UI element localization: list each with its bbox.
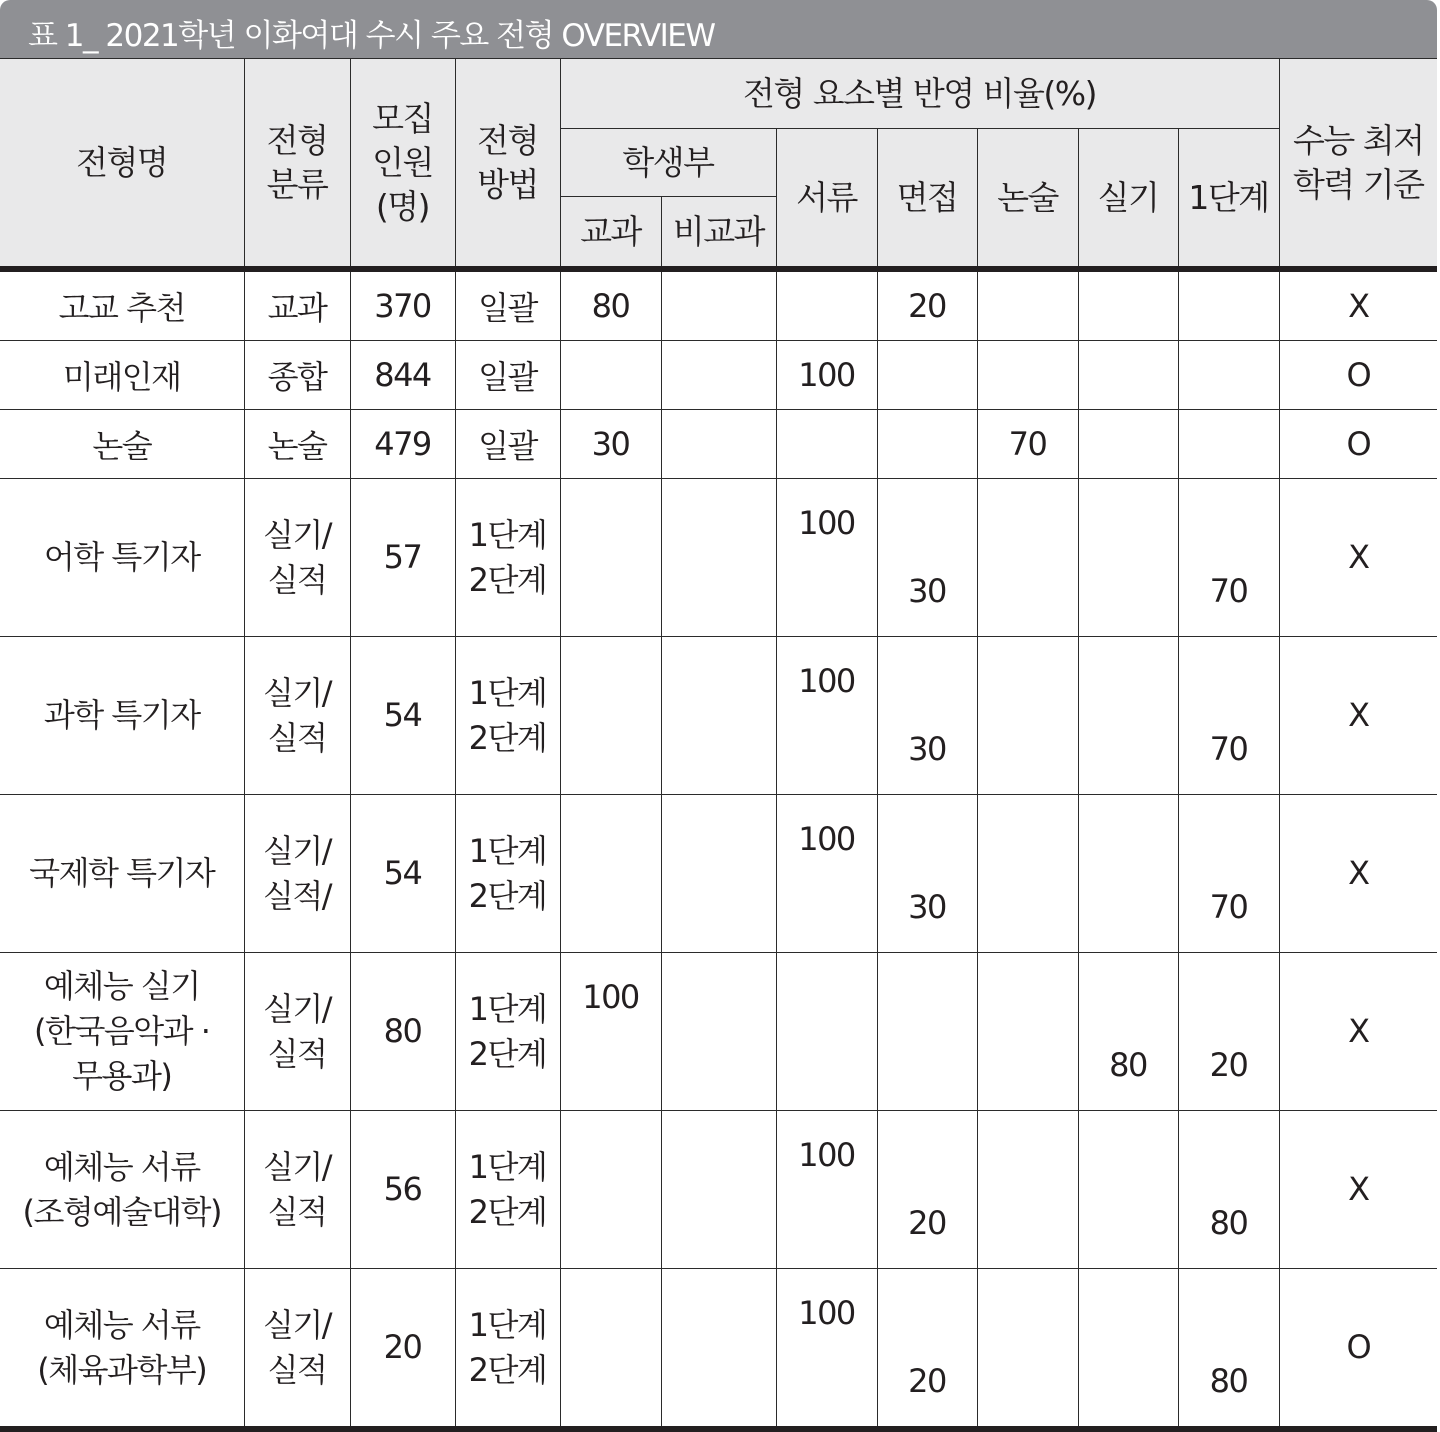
cell-essay — [977, 479, 1078, 637]
cell-quota: 479 — [350, 410, 455, 479]
cell-practical — [1078, 637, 1178, 795]
cell-suneung: X — [1279, 953, 1437, 1111]
header-quota-line: (명) — [375, 186, 430, 226]
cell-name — [0, 953, 244, 1111]
cell-practical — [1078, 1269, 1178, 1430]
cell-subject — [560, 1269, 661, 1430]
header-stage1: 1단계 — [1178, 129, 1279, 270]
cell-name-line: (조형예술대학) — [22, 1192, 221, 1231]
cell-nonsubject — [661, 269, 776, 341]
cell-name-line: (한국음악과 · — [34, 1012, 210, 1050]
cell-method-line: 2단계 — [468, 560, 547, 599]
cell-subject: 80 — [560, 269, 661, 341]
cell-documents: 100 — [776, 1269, 877, 1430]
cell-category — [244, 637, 350, 795]
cell-quota: 54 — [350, 637, 455, 795]
cell-method: 일괄 — [455, 341, 560, 410]
cell-essay — [977, 1111, 1078, 1269]
cell-nonsubject — [661, 637, 776, 795]
cell-method-line: 2단계 — [468, 1192, 547, 1231]
cell-method-line: 1단계 — [468, 673, 547, 712]
cell-suneung: O — [1279, 341, 1437, 410]
header-category — [244, 59, 350, 270]
cell-quota: 20 — [350, 1269, 455, 1430]
cell-method-line: 2단계 — [468, 876, 547, 915]
cell-name-line: 예체능 서류 — [43, 1305, 200, 1344]
header-method-line: 전형 — [477, 120, 538, 160]
cell-category — [244, 1269, 350, 1430]
cell-interview: 30 — [877, 795, 977, 953]
cell-category-line: 실적 — [267, 1192, 327, 1231]
table-row — [0, 341, 1437, 410]
cell-subject — [560, 1111, 661, 1269]
cell-documents — [776, 953, 877, 1111]
cell-subject: 100 — [560, 953, 661, 1111]
table-row — [0, 795, 1437, 953]
cell-essay — [977, 795, 1078, 953]
cell-suneung: O — [1279, 1269, 1437, 1430]
header-suneung-line: 학력 기준 — [1293, 164, 1424, 204]
cell-name-line: 예체능 실기 — [43, 967, 200, 1005]
cell-essay — [977, 637, 1078, 795]
header-quota — [350, 59, 455, 270]
table-row — [0, 410, 1437, 479]
header-suneung-line: 수능 최저 — [1293, 120, 1424, 160]
table-row — [0, 953, 1437, 1111]
header-interview: 면접 — [877, 129, 977, 270]
cell-documents — [776, 410, 877, 479]
cell-nonsubject — [661, 410, 776, 479]
cell-documents: 100 — [776, 1111, 877, 1269]
header-documents: 서류 — [776, 129, 877, 270]
cell-method-line: 1단계 — [468, 989, 547, 1028]
cell-practical: 80 — [1078, 953, 1178, 1111]
cell-quota: 370 — [350, 269, 455, 341]
cell-essay — [977, 341, 1078, 410]
header-ratio-group: 전형 요소별 반영 비율(%) — [560, 59, 1279, 129]
cell-quota: 57 — [350, 479, 455, 637]
table-header — [0, 59, 1437, 270]
cell-suneung: X — [1279, 1111, 1437, 1269]
cell-practical — [1078, 410, 1178, 479]
cell-name — [0, 1269, 244, 1430]
cell-method — [455, 637, 560, 795]
cell-category-line: 실기/ — [262, 515, 332, 554]
cell-name: 논술 — [0, 410, 244, 479]
table-title: 표 1_ 2021학년 이화여대 수시 주요 전형 OVERVIEW — [28, 18, 715, 54]
cell-interview: 30 — [877, 479, 977, 637]
cell-category — [244, 479, 350, 637]
header-practical: 실기 — [1078, 129, 1178, 270]
cell-method-line: 1단계 — [468, 1305, 547, 1344]
cell-nonsubject — [661, 479, 776, 637]
cell-category-line: 실적 — [267, 718, 327, 757]
header-record-nonsubject: 비교과 — [661, 197, 776, 270]
cell-practical — [1078, 479, 1178, 637]
cell-category-line: 실기/ — [262, 1147, 332, 1186]
cell-category-line: 실기/ — [262, 1305, 332, 1344]
cell-method-line: 2단계 — [468, 1350, 547, 1389]
cell-quota: 54 — [350, 795, 455, 953]
cell-interview — [877, 410, 977, 479]
cell-method: 일괄 — [455, 410, 560, 479]
cell-documents: 100 — [776, 341, 877, 410]
cell-name-line: 예체능 서류 — [43, 1147, 200, 1186]
header-quota-line: 인원 — [372, 142, 433, 182]
cell-name-line: (체육과학부) — [37, 1350, 207, 1389]
cell-essay — [977, 1269, 1078, 1430]
cell-interview: 30 — [877, 637, 977, 795]
cell-interview: 20 — [877, 1111, 977, 1269]
cell-documents: 100 — [776, 795, 877, 953]
cell-nonsubject — [661, 1269, 776, 1430]
cell-method — [455, 953, 560, 1111]
cell-practical — [1078, 341, 1178, 410]
cell-quota: 80 — [350, 953, 455, 1111]
cell-documents: 100 — [776, 479, 877, 637]
table-row — [0, 1269, 1437, 1430]
cell-category-line: 실적 — [267, 1350, 327, 1389]
cell-suneung: X — [1279, 479, 1437, 637]
cell-nonsubject — [661, 341, 776, 410]
table-title-bar — [0, 0, 1437, 58]
cell-name: 고교 추천 — [0, 269, 244, 341]
cell-method-line: 1단계 — [468, 515, 547, 554]
header-record-group: 학생부 — [560, 129, 776, 197]
cell-stage1: 70 — [1178, 637, 1279, 795]
table-body — [0, 269, 1437, 1429]
cell-stage1 — [1178, 410, 1279, 479]
cell-name: 국제학 특기자 — [0, 795, 244, 953]
cell-category-line: 실적 — [267, 1034, 327, 1073]
header-category-line: 분류 — [266, 164, 328, 204]
cell-name: 과학 특기자 — [0, 637, 244, 795]
cell-stage1: 70 — [1178, 479, 1279, 637]
cell-method — [455, 795, 560, 953]
header-suneung — [1279, 59, 1437, 270]
cell-suneung: O — [1279, 410, 1437, 479]
cell-stage1 — [1178, 269, 1279, 341]
cell-documents — [776, 269, 877, 341]
cell-subject — [560, 341, 661, 410]
cell-name: 미래인재 — [0, 341, 244, 410]
cell-category — [244, 1111, 350, 1269]
cell-category-line: 실적 — [267, 560, 327, 599]
cell-category: 종합 — [244, 341, 350, 410]
table-row — [0, 637, 1437, 795]
cell-method-line: 1단계 — [468, 831, 547, 870]
cell-category: 논술 — [244, 410, 350, 479]
cell-method: 일괄 — [455, 269, 560, 341]
cell-method — [455, 1111, 560, 1269]
cell-name: 어학 특기자 — [0, 479, 244, 637]
cell-interview: 20 — [877, 269, 977, 341]
cell-stage1: 20 — [1178, 953, 1279, 1111]
cell-subject — [560, 637, 661, 795]
cell-practical — [1078, 795, 1178, 953]
cell-interview: 20 — [877, 1269, 977, 1430]
cell-suneung: X — [1279, 269, 1437, 341]
cell-subject — [560, 479, 661, 637]
cell-practical — [1078, 1111, 1178, 1269]
header-essay: 논술 — [977, 129, 1078, 270]
cell-subject: 30 — [560, 410, 661, 479]
cell-documents: 100 — [776, 637, 877, 795]
admissions-table — [0, 58, 1437, 1432]
cell-suneung: X — [1279, 795, 1437, 953]
cell-interview — [877, 953, 977, 1111]
cell-essay: 70 — [977, 410, 1078, 479]
cell-category-line: 실기/ — [262, 831, 332, 870]
cell-name-line: 무용과) — [72, 1057, 172, 1095]
cell-suneung: X — [1279, 637, 1437, 795]
cell-essay — [977, 953, 1078, 1111]
header-method-line: 방법 — [477, 164, 538, 204]
header-name: 전형명 — [0, 59, 244, 270]
cell-category — [244, 795, 350, 953]
cell-name — [0, 1111, 244, 1269]
cell-category-line: 실기/ — [262, 989, 332, 1028]
cell-method-line: 1단계 — [468, 1147, 547, 1186]
cell-nonsubject — [661, 795, 776, 953]
cell-stage1: 80 — [1178, 1111, 1279, 1269]
table-row — [0, 269, 1437, 341]
header-record-subject: 교과 — [560, 197, 661, 270]
cell-method-line: 2단계 — [468, 718, 547, 757]
cell-method — [455, 479, 560, 637]
cell-nonsubject — [661, 1111, 776, 1269]
header-quota-line: 모집 — [372, 98, 433, 138]
cell-essay — [977, 269, 1078, 341]
cell-category-line: 실기/ — [262, 673, 332, 712]
header-category-line: 전형 — [266, 120, 328, 160]
cell-interview — [877, 341, 977, 410]
table-row — [0, 1111, 1437, 1269]
cell-nonsubject — [661, 953, 776, 1111]
cell-method — [455, 1269, 560, 1430]
cell-category — [244, 953, 350, 1111]
cell-quota: 844 — [350, 341, 455, 410]
table-row — [0, 479, 1437, 637]
cell-category: 교과 — [244, 269, 350, 341]
cell-stage1: 70 — [1178, 795, 1279, 953]
cell-category-line: 실적/ — [262, 876, 332, 915]
cell-subject — [560, 795, 661, 953]
cell-quota: 56 — [350, 1111, 455, 1269]
cell-practical — [1078, 269, 1178, 341]
cell-method-line: 2단계 — [468, 1034, 547, 1073]
cell-stage1: 80 — [1178, 1269, 1279, 1430]
header-method — [455, 59, 560, 270]
cell-stage1 — [1178, 341, 1279, 410]
